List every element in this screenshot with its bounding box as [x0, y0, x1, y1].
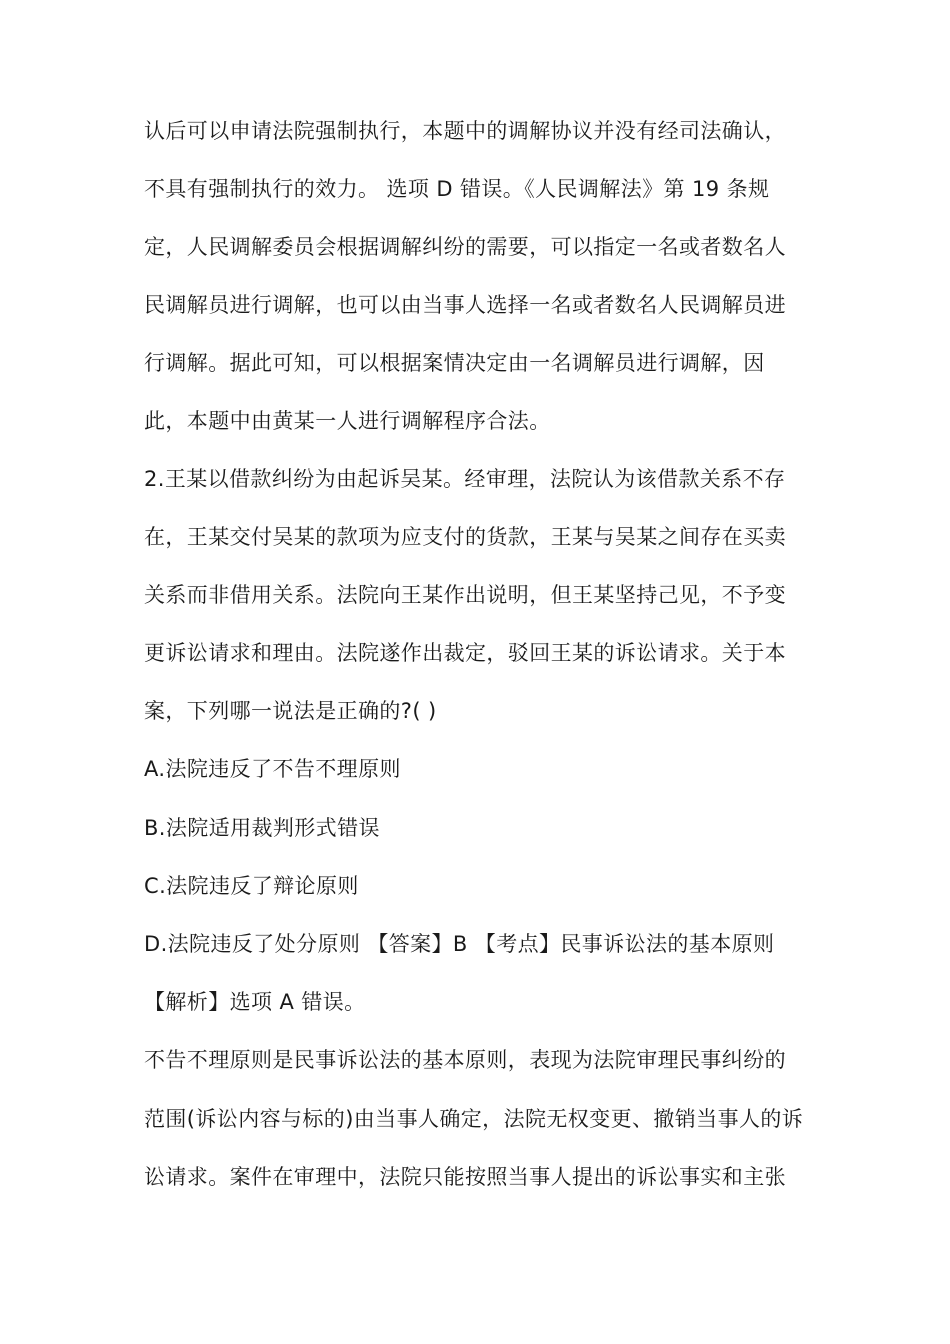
option-d-answer: D.法院违反了处分原则 【答案】B 【考点】民事诉讼法的基本原则	[144, 932, 775, 956]
option-a: A.法院违反了不告不理原则	[144, 757, 401, 781]
text-line: 定，人民调解委员会根据调解纠纷的需要，可以指定一名或者数名人	[144, 235, 786, 259]
analysis-text-line: 讼请求。案件在审理中，法院只能按照当事人提出的诉讼事实和主张	[144, 1165, 786, 1189]
option-c: C.法院违反了辩论原则	[144, 874, 359, 898]
analysis-heading: 【解析】选项 A 错误。	[144, 990, 366, 1014]
text-line: 认后可以申请法院强制执行，本题中的调解协议并没有经司法确认，	[144, 119, 786, 143]
text-line: 不具有强制执行的效力。 选项 D 错误。《人民调解法》第 19 条规	[144, 177, 770, 201]
question-text-line: 更诉讼请求和理由。法院遂作出裁定，驳回王某的诉讼请求。关于本	[144, 641, 786, 665]
analysis-text-line: 不告不理原则是民事诉讼法的基本原则，表现为法院审理民事纠纷的	[144, 1048, 786, 1072]
question-text-line: 在，王某交付吴某的款项为应支付的货款，王某与吴某之间存在买卖	[144, 525, 786, 549]
analysis-text-line: 范围(诉讼内容与标的)由当事人确定，法院无权变更、撤销当事人的诉	[144, 1107, 804, 1131]
question-text-line: 关系而非借用关系。法院向王某作出说明，但王某坚持己见，不予变	[144, 583, 786, 607]
question-text-line: 2.王某以借款纠纷为由起诉吴某。经审理，法院认为该借款关系不存	[144, 467, 786, 491]
text-line: 此，本题中由黄某一人进行调解程序合法。	[144, 409, 551, 433]
question-text-line: 案，下列哪一说法是正确的?( )	[144, 699, 437, 723]
text-line: 民调解员进行调解，也可以由当事人选择一名或者数名人民调解员进	[144, 293, 786, 317]
text-line: 行调解。据此可知，可以根据案情决定由一名调解员进行调解，因	[144, 351, 765, 375]
option-b: B.法院适用裁判形式错误	[144, 816, 380, 840]
